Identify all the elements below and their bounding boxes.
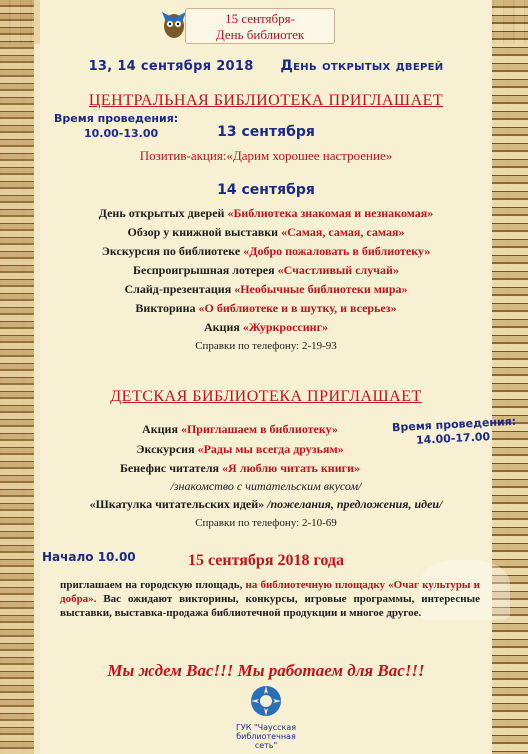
event-title: «Библиотека знакомая и незнакомая»	[227, 206, 434, 220]
closing-invitation: Мы ждем Вас!!! Мы работаем для Вас!!!	[107, 661, 425, 680]
children-note: /знакомство с читательским вкусом/	[170, 479, 362, 493]
library-logo-icon	[249, 684, 283, 718]
title-line-1: 15 сентября-	[225, 11, 295, 26]
event-title: «Счастливый случай»	[277, 263, 399, 277]
event-title: «Необычные библиотеки мира»	[234, 282, 408, 296]
event-title: «Рады мы всегда друзьям»	[197, 442, 344, 456]
event-name: Викторина	[135, 301, 196, 315]
central-phone: Справки по телефону: 2-19-93	[195, 340, 337, 352]
children-time-label: Время проведения:	[391, 414, 517, 435]
bookshelf-right-border	[490, 0, 528, 754]
central-event-row	[40, 225, 492, 240]
event-name: Обзор у книжной выставки	[127, 225, 279, 239]
dates-header	[40, 58, 492, 74]
event-name: День открытых дверей	[98, 206, 225, 220]
festival-start-label: Начало 10.00	[42, 550, 136, 564]
central-time-label: Время проведения:	[54, 112, 179, 125]
ideas-box-row	[40, 497, 492, 512]
event-title: «Добро пожаловать в библиотеку»	[243, 244, 431, 258]
event-name: Экскурсия	[136, 442, 195, 456]
children-phone: Справки по телефону: 2-10-69	[195, 517, 337, 529]
library-logo	[226, 684, 306, 750]
event-name: Слайд-презентация	[124, 282, 232, 296]
open-days-text: День открытых дверей	[280, 58, 444, 74]
event-name: Беспроигрышная лотерея	[133, 263, 275, 277]
children-library-title: ДЕТСКАЯ БИБЛИОТЕКА ПРИГЛАШАЕТ	[110, 388, 422, 405]
festival-text-red: на библиотечную площадку «Очаг культуры и добра».	[60, 579, 481, 605]
ideas-box-name: «Шкатулка читательских идей»	[89, 497, 265, 511]
ideas-box-note: /пожелания, предложения, идеи/	[267, 497, 443, 511]
dates-text: 13, 14 сентября 2018	[88, 59, 254, 74]
library-day-title-box	[185, 8, 335, 44]
children-event-row	[40, 422, 440, 437]
central-day2-heading: 14 сентября	[217, 182, 315, 198]
central-day1-heading: 13 сентября	[217, 124, 315, 140]
children-event-row	[40, 442, 440, 457]
festival-text-2: Вас ожидают викторины, конкурсы, игровые программы, интересные выставки, выставка-продажа библиотечной продукции и многое другое.	[60, 593, 481, 619]
children-event-row	[40, 461, 440, 476]
owl-icon	[160, 6, 188, 40]
central-event-row	[40, 320, 492, 335]
central-event-row	[40, 282, 492, 297]
event-name: Акция	[203, 320, 240, 334]
title-line-2: День библиотек	[215, 27, 305, 42]
event-title: «О библиотеке и в шутку, и всерьез»	[198, 301, 397, 315]
central-event-row	[40, 206, 492, 221]
festival-description	[60, 578, 480, 620]
event-title: «Журкроссинг»	[242, 320, 329, 334]
event-title: «Приглашаем в библиотеку»	[180, 422, 338, 436]
event-title: «Самая, самая, самая»	[281, 225, 405, 239]
festival-date: 15 сентября 2018 года	[188, 552, 344, 569]
event-name: Бенефис читателя	[120, 461, 220, 475]
event-name: Экскурсия по библиотеке	[101, 244, 241, 258]
central-library-title: ЦЕНТРАЛЬНАЯ БИБЛИОТЕКА ПРИГЛАШАЕТ	[88, 92, 444, 109]
event-title: «Я люблю читать книги»	[222, 461, 360, 475]
bookshelf-left-border	[0, 0, 34, 754]
children-time-value: 14.00-17.00	[415, 430, 491, 447]
festival-text-1: приглашаем на городскую площадь,	[60, 579, 243, 591]
central-day1-event: Позитив-акция:«Дарим хорошее настроение»	[139, 148, 393, 163]
event-name: Акция	[142, 422, 178, 436]
central-event-row	[40, 244, 492, 259]
logo-line-1: ГУК "Чаусская	[235, 723, 297, 732]
central-time-value: 10.00-13.00	[84, 127, 159, 140]
central-event-row	[40, 263, 492, 278]
central-event-row	[40, 301, 492, 316]
logo-line-2: библиотечная сеть"	[236, 732, 296, 750]
